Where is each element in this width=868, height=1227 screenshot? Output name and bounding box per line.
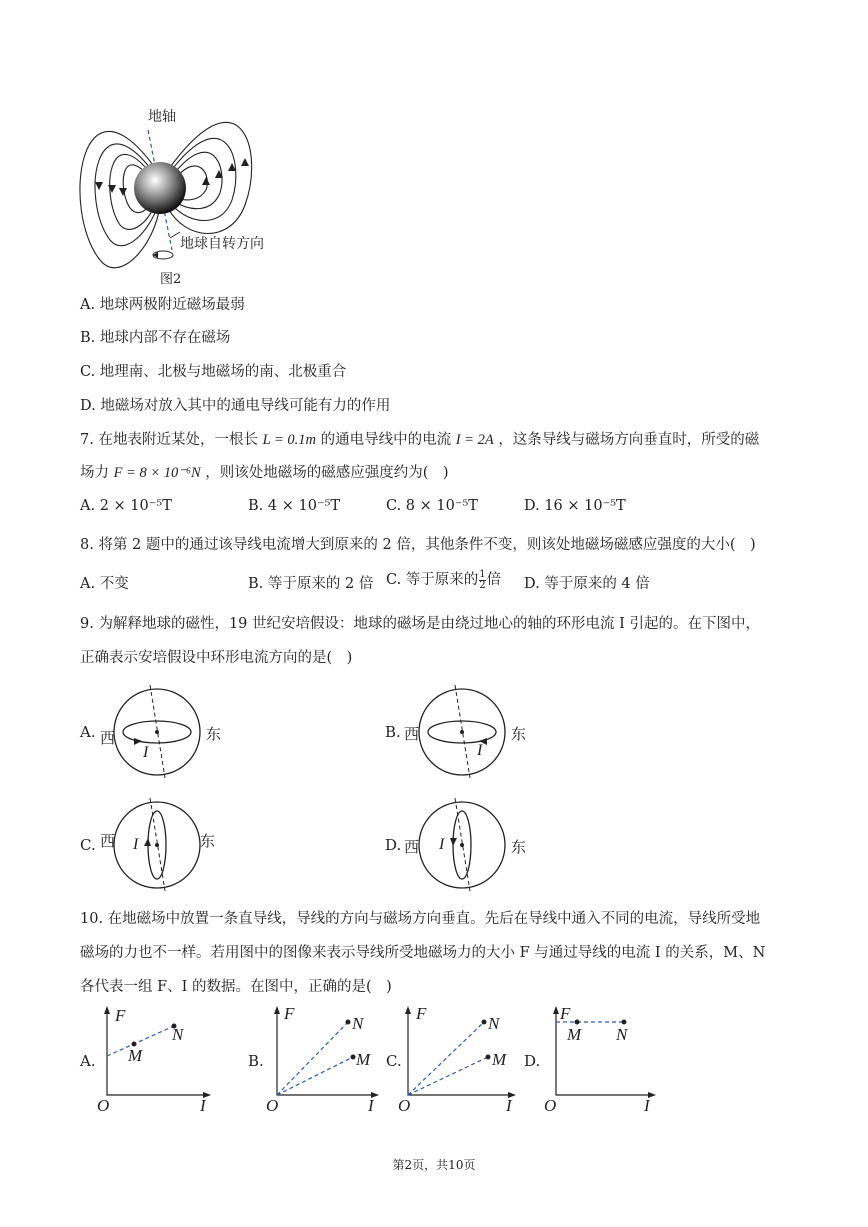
- q9-d-east: 东: [511, 838, 527, 856]
- q7-option-d[interactable]: D. 16 × 10⁻⁵T: [524, 498, 626, 514]
- q9-a-letter[interactable]: A.: [80, 723, 96, 741]
- q10-d-x-label: I: [644, 1096, 650, 1115]
- q7-option-c[interactable]: C. 8 × 10⁻⁵T: [386, 498, 478, 514]
- q9-c-west: 西: [100, 832, 116, 850]
- q7-option-b[interactable]: B. 4 × 10⁻⁵T: [248, 498, 341, 514]
- q9-d-current: I: [439, 836, 445, 853]
- q8-option-c-suffix: 倍: [486, 572, 502, 588]
- q8-option-d[interactable]: D. 等于原来的 4 倍: [524, 576, 650, 592]
- q10-a-point-m: M: [128, 1046, 143, 1065]
- q9-b-east: 东: [511, 725, 527, 743]
- q7-text-c: ，这条导线与磁场方向垂直时，所受的磁: [498, 432, 760, 448]
- q6-option-c[interactable]: C. 地理南、北极与地磁场的南、北极重合: [80, 364, 347, 380]
- q6-option-d[interactable]: D. 地磁场对放入其中的通电导线可能有力的作用: [80, 398, 391, 414]
- q7-current-expr: I = 2A: [455, 432, 494, 448]
- q10-d-letter[interactable]: D.: [524, 1052, 541, 1070]
- q9-stem-line2: 正确表示安培假设中环形电流方向的是( ): [80, 650, 353, 666]
- q8-option-b[interactable]: B. 等于原来的 2 倍: [248, 576, 374, 592]
- axis-label: 地轴: [148, 109, 176, 125]
- q9-c-east: 东: [200, 832, 216, 850]
- q10-d-point-n: N: [616, 1025, 628, 1044]
- page-footer: 第2页，共10页: [392, 1158, 476, 1172]
- q9-a-current: I: [143, 744, 149, 761]
- q9-a-east: 东: [206, 725, 222, 743]
- q7-text-d: 场力: [80, 465, 109, 481]
- q10-c-line-n: [408, 1022, 484, 1095]
- q10-b-y-label: F: [284, 1004, 295, 1023]
- q10-c-letter[interactable]: C.: [386, 1052, 402, 1070]
- q8-option-a[interactable]: A. 不变: [80, 576, 129, 592]
- q10-b-line-n: [277, 1022, 348, 1095]
- q10-d-y-label: F: [560, 1004, 571, 1023]
- fraction-numerator: 1: [479, 568, 486, 580]
- q7-force-expr: F = 8 × 10⁻⁶N: [113, 465, 201, 481]
- q10-c-point-n: N: [488, 1014, 500, 1033]
- rotation-label: 地球自转方向: [180, 236, 264, 252]
- q10-c-line-m: [408, 1057, 488, 1095]
- q10-a-letter[interactable]: A.: [80, 1052, 96, 1070]
- q10-c-origin: O: [398, 1096, 411, 1115]
- q9-c-current: I: [133, 836, 139, 853]
- q6-option-b[interactable]: B. 地球内部不存在磁场: [80, 330, 231, 346]
- q9-a-west: 西: [100, 729, 116, 747]
- q7-text-b: 的通电导线中的电流: [320, 432, 452, 448]
- q10-b-origin: O: [266, 1096, 279, 1115]
- q9-c-letter[interactable]: C.: [80, 836, 96, 854]
- q10-a-point-n: N: [172, 1025, 184, 1044]
- q10-d-point-m: M: [567, 1025, 582, 1044]
- q10-c-x-label: I: [506, 1096, 512, 1115]
- q10-b-x-label: I: [368, 1096, 374, 1115]
- q10-a-y-label: F: [115, 1006, 126, 1025]
- q10-stem-line1: 10. 在地磁场中放置一条直导线，导线的方向与磁场方向垂直。先后在导线中通入不同的电流，导线所受地: [80, 911, 761, 927]
- q6-option-a[interactable]: A. 地球两极附近磁场最弱: [80, 297, 245, 313]
- q10-b-point-n: N: [352, 1014, 364, 1033]
- q10-stem-line3: 各代表一组 F、I 的数据。在图中，正确的是( ): [80, 979, 392, 995]
- q8-option-c-prefix: C. 等于原来的: [386, 572, 479, 588]
- fraction-denominator: 2: [479, 579, 486, 591]
- q10-c-point-m: M: [492, 1050, 507, 1069]
- q10-c-y-label: F: [416, 1004, 427, 1023]
- q7-text-a: 7. 在地表附近某处，一根长: [80, 432, 258, 448]
- q9-stem-line1: 9. 为解释地球的磁性，19 世纪安培假设：地球的磁场是由绕过地心的轴的环形电流 I 引起的。在下图中，: [80, 616, 760, 632]
- q10-a-origin: O: [97, 1096, 110, 1115]
- q10-b-line-m: [277, 1057, 353, 1095]
- q7-length-expr: L = 0.1m: [262, 432, 316, 448]
- q10-d-origin: O: [544, 1096, 557, 1115]
- q9-b-letter[interactable]: B.: [385, 723, 401, 741]
- q9-d-letter[interactable]: D.: [385, 836, 402, 854]
- q9-b-current: I: [477, 742, 483, 759]
- q8-stem: 8. 将第 2 题中的通过该导线电流增大到原来的 2 倍，其他条件不变，则该处地磁场磁感应强度的大小( ): [80, 537, 756, 553]
- q7-option-a[interactable]: A. 2 × 10⁻⁵T: [80, 498, 172, 514]
- q9-d-west: 西: [404, 838, 420, 856]
- q10-b-letter[interactable]: B.: [248, 1052, 264, 1070]
- q10-b-point-m: M: [356, 1050, 371, 1069]
- q10-a-x-label: I: [200, 1096, 206, 1115]
- q7-text-e: ，则该处地磁场的磁感应强度约为( ): [205, 465, 449, 481]
- q10-stem-line2: 磁场的力也不一样。若用图中的图像来表示导线所受地磁场力的大小 F 与通过导线的电流 I 的关系，M、N: [80, 945, 766, 961]
- figure-caption: 图2: [160, 272, 182, 287]
- q9-b-west: 西: [404, 725, 420, 743]
